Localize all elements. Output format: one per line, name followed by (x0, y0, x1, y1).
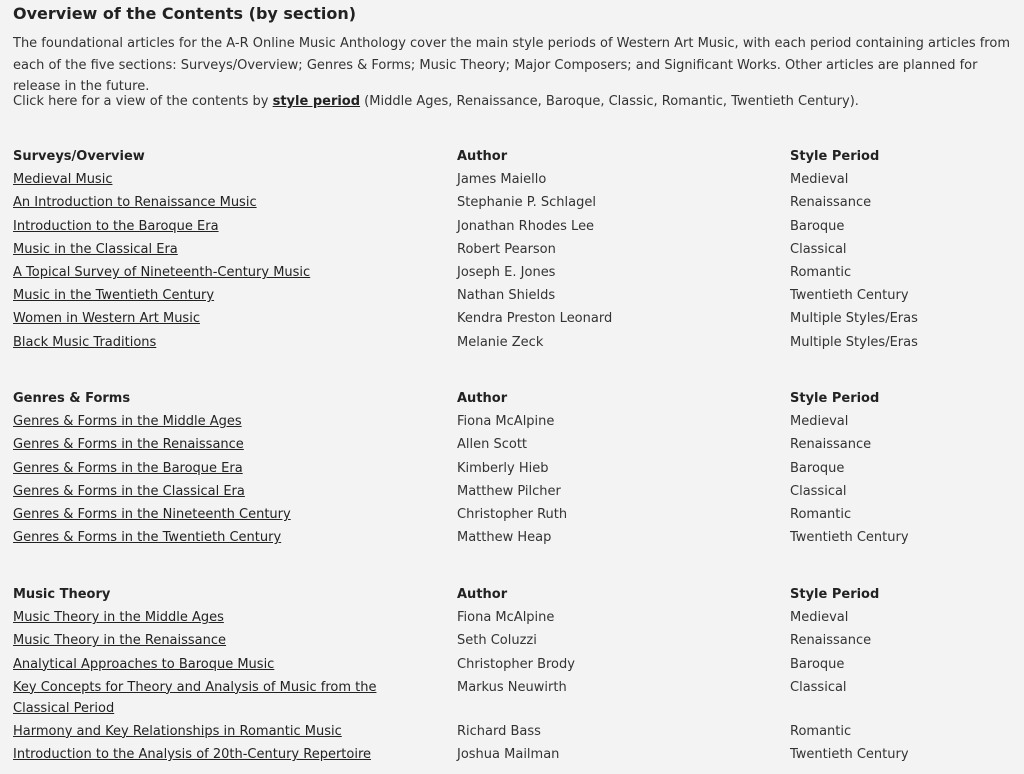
table-row (13, 629, 1017, 652)
page-title: Overview of the Contents (by section) (13, 4, 357, 23)
article-link[interactable]: Genres & Forms in the Classical Era (13, 483, 245, 499)
style-period-column-header: Style Period (790, 587, 880, 602)
style-period-link[interactable]: style period (272, 94, 361, 109)
table-row (13, 284, 1017, 307)
author-cell: Joshua Mailman (457, 747, 560, 763)
table-row (13, 457, 1017, 480)
author-cell: Matthew Pilcher (457, 483, 561, 499)
article-link[interactable]: Black Music Traditions (13, 334, 157, 350)
style-period-cell: Baroque (790, 656, 845, 672)
table-row (13, 480, 1017, 503)
author-cell: Melanie Zeck (457, 334, 544, 350)
author-cell: Christopher Ruth (457, 507, 568, 523)
style-period-cell: Twentieth Century (790, 288, 909, 304)
style-period-cell: Baroque (790, 218, 845, 234)
table-row (13, 331, 1017, 354)
section-surveys-overview (13, 145, 1017, 354)
article-link[interactable]: Medieval Music (13, 172, 113, 188)
author-cell: Fiona McAlpine (457, 610, 555, 626)
style-period-cell: Romantic (790, 507, 852, 523)
click-suffix-text: (Middle Ages, Renaissance, Baroque, Classic, Romantic, Twentieth Century). (360, 94, 859, 109)
section-header-row (13, 583, 1017, 606)
section-title: Music Theory (13, 587, 111, 602)
style-period-cell: Renaissance (790, 195, 872, 211)
table-row (13, 238, 1017, 261)
article-link[interactable]: An Introduction to Renaissance Music (13, 195, 257, 211)
article-link[interactable]: Music in the Classical Era (13, 241, 178, 257)
table-row (13, 653, 1017, 676)
intro-paragraph: The foundational articles for the A-R Online Music Anthology cover the main style periods of Western Art Music, with each period containing articles from each of the five sections: Surveys/Overview; Genres & Forms; Music Theory; Major Composers; and Significant Works. Other articles are planned for release in the future. (13, 36, 1010, 94)
table-row (13, 526, 1017, 549)
author-cell: Fiona McAlpine (457, 414, 555, 430)
style-period-cell: Twentieth Century (790, 530, 909, 546)
article-link[interactable]: Introduction to the Analysis of 20th-Century Repertoire (13, 747, 372, 763)
article-link[interactable]: Genres & Forms in the Middle Ages (13, 414, 242, 430)
section-header-row (13, 145, 1017, 168)
article-link[interactable]: Genres & Forms in the Baroque Era (13, 460, 243, 476)
style-period-cell: Multiple Styles/Eras (790, 311, 918, 327)
style-period-cell: Classical (790, 483, 847, 499)
article-link[interactable]: Harmony and Key Relationships in Romantic Music (13, 723, 342, 739)
author-cell: Stephanie P. Schlagel (457, 195, 596, 211)
style-period-cell: Classical (790, 241, 847, 257)
table-row (13, 215, 1017, 238)
table-row (13, 410, 1017, 433)
article-link[interactable]: Music in the Twentieth Century (13, 288, 215, 304)
author-cell: Jonathan Rhodes Lee (457, 218, 595, 234)
author-cell: Kendra Preston Leonard (457, 311, 613, 327)
author-column-header: Author (457, 587, 508, 602)
article-link[interactable]: Genres & Forms in the Twentieth Century (13, 530, 282, 546)
article-link[interactable]: Women in Western Art Music (13, 311, 200, 327)
table-row (13, 261, 1017, 284)
section-title: Surveys/Overview (13, 149, 145, 164)
style-period-cell: Medieval (790, 610, 849, 626)
table-row (13, 191, 1017, 214)
section-title: Genres & Forms (13, 391, 131, 406)
table-row (13, 676, 1017, 720)
article-link[interactable]: Introduction to the Baroque Era (13, 218, 219, 234)
article-link[interactable]: Genres & Forms in the Renaissance (13, 437, 244, 453)
style-period-cell: Medieval (790, 172, 849, 188)
article-link[interactable]: Music Theory in the Renaissance (13, 633, 227, 649)
style-period-cell: Baroque (790, 460, 845, 476)
author-cell: Kimberly Hieb (457, 460, 549, 476)
author-cell: Robert Pearson (457, 241, 556, 257)
author-cell: Nathan Shields (457, 288, 556, 304)
table-row (13, 168, 1017, 191)
author-cell: Seth Coluzzi (457, 633, 537, 649)
section-header-row (13, 387, 1017, 410)
article-link[interactable]: Genres & Forms in the Nineteenth Century (13, 507, 291, 523)
author-cell: Markus Neuwirth (457, 679, 567, 695)
view-by-period-line (13, 91, 1017, 113)
article-link[interactable]: Analytical Approaches to Baroque Music (13, 656, 275, 672)
author-cell: Richard Bass (457, 723, 541, 739)
click-prefix-text: Click here for a view of the contents by (13, 94, 273, 109)
author-column-header: Author (457, 391, 508, 406)
article-link[interactable]: A Topical Survey of Nineteenth-Century Music (13, 265, 311, 281)
article-link[interactable]: Music Theory in the Middle Ages (13, 610, 224, 626)
table-row (13, 743, 1017, 766)
table-row (13, 503, 1017, 526)
style-period-cell: Romantic (790, 265, 852, 281)
style-period-cell: Multiple Styles/Eras (790, 334, 918, 350)
style-period-cell: Romantic (790, 723, 852, 739)
style-period-column-header: Style Period (790, 391, 880, 406)
style-period-column-header: Style Period (790, 149, 880, 164)
article-link[interactable]: Key Concepts for Theory and Analysis of Music from the Classical Period (13, 679, 377, 716)
author-column-header: Author (457, 149, 508, 164)
style-period-cell: Renaissance (790, 633, 872, 649)
author-cell: Christopher Brody (457, 656, 575, 672)
style-period-cell: Twentieth Century (790, 747, 909, 763)
section-genres-forms (13, 387, 1017, 549)
author-cell: James Maiello (457, 172, 547, 188)
table-row (13, 606, 1017, 629)
table-row (13, 720, 1017, 743)
author-cell: Allen Scott (457, 437, 528, 453)
author-cell: Joseph E. Jones (457, 265, 556, 281)
section-music-theory (13, 583, 1017, 766)
style-period-cell: Renaissance (790, 437, 872, 453)
style-period-cell: Classical (790, 679, 847, 695)
table-row (13, 433, 1017, 456)
author-cell: Matthew Heap (457, 530, 552, 546)
table-row (13, 307, 1017, 330)
style-period-cell: Medieval (790, 414, 849, 430)
